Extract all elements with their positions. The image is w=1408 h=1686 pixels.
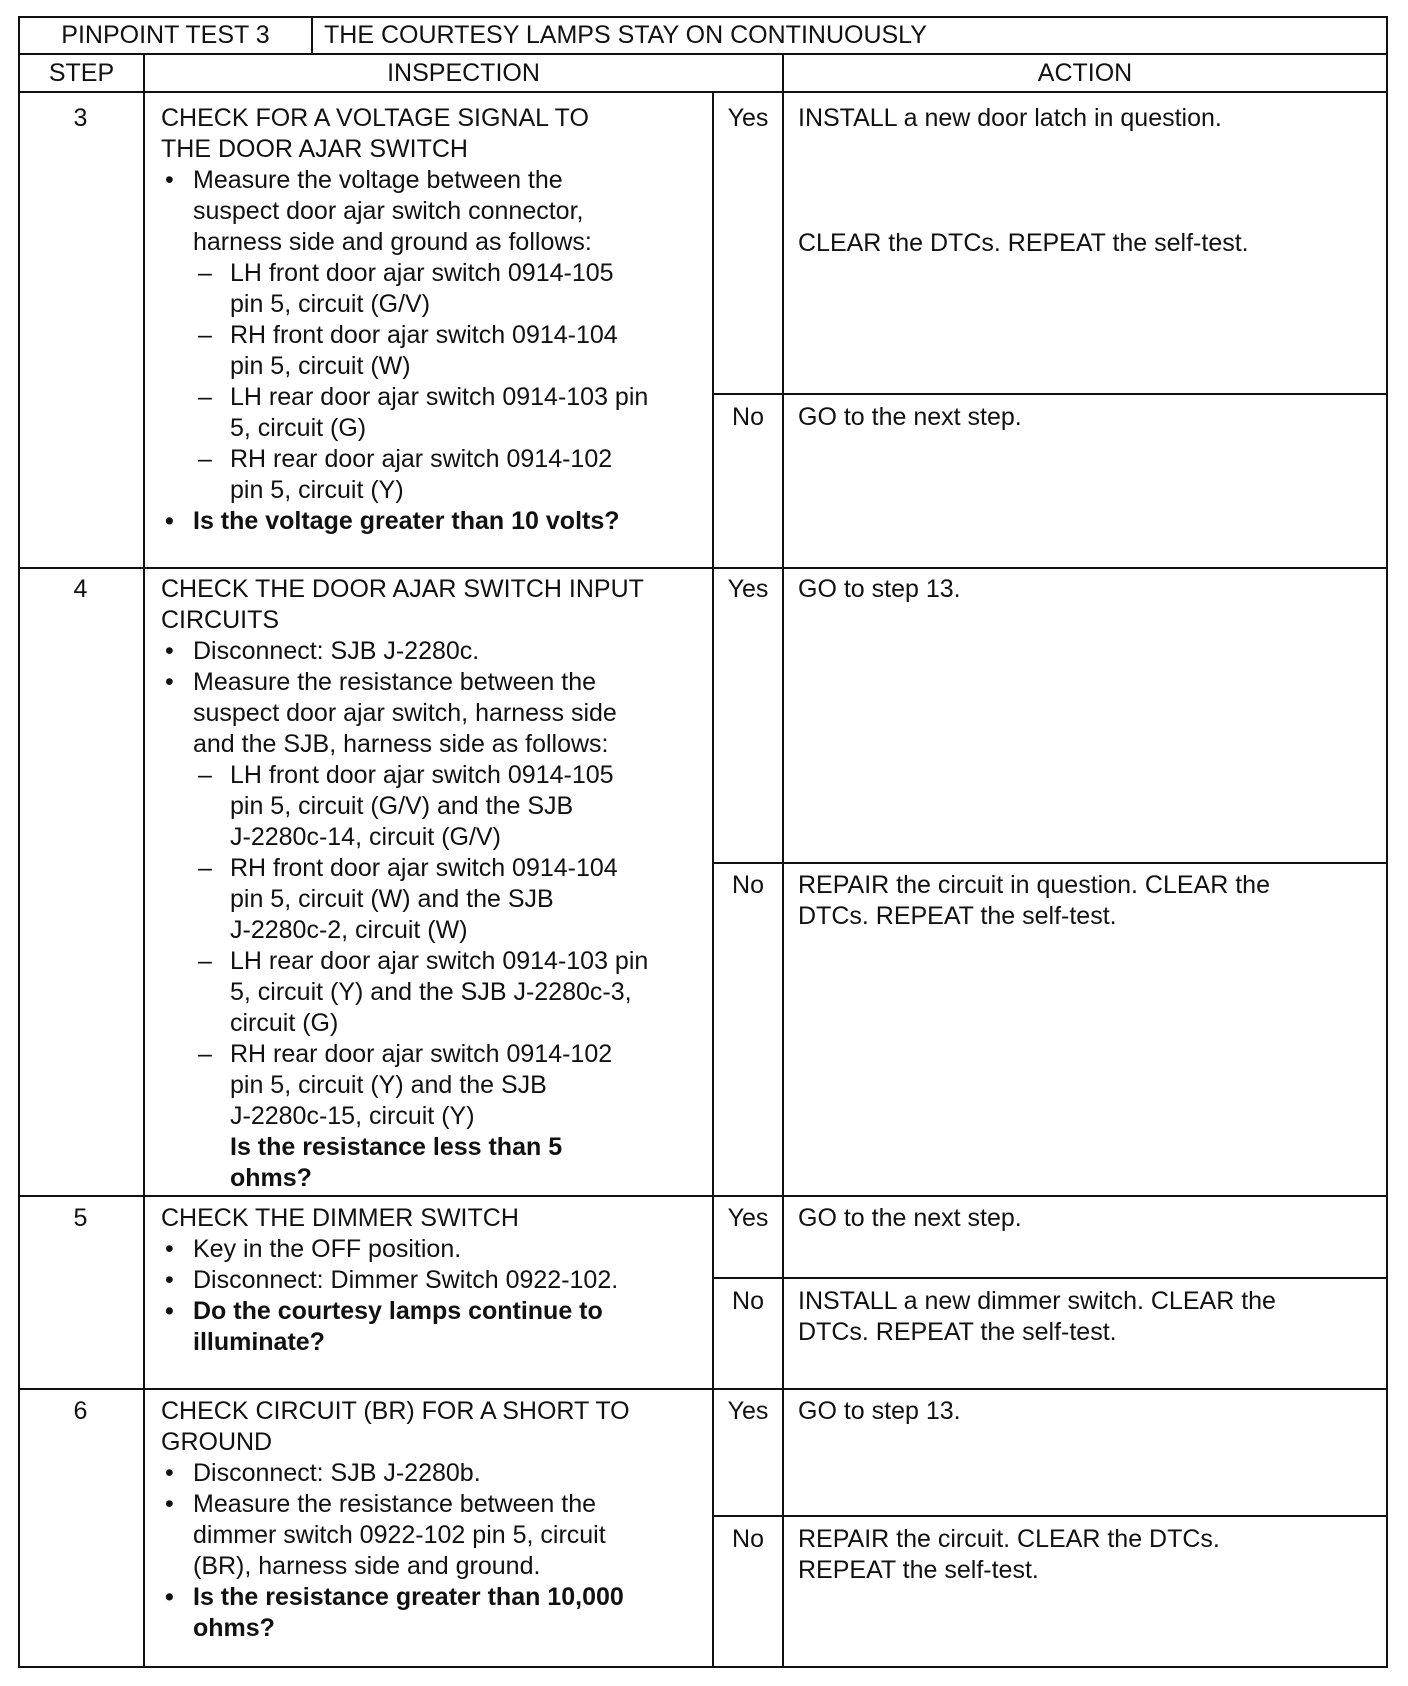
item-continuation [161, 915, 709, 946]
step-3-inspection [161, 103, 709, 537]
bullet-item [161, 1458, 709, 1489]
item-text: Measure the resistance between the [193, 1490, 597, 1518]
item-text: ohms? [230, 1164, 312, 1192]
item-continuation [161, 884, 709, 915]
item-text: illuminate? [193, 1328, 325, 1356]
step-number: 3 [73, 104, 88, 132]
dash-icon: – [198, 445, 212, 473]
item-text: LH front door ajar switch 0914-105 [230, 761, 614, 789]
step-title-line: CHECK FOR A VOLTAGE SIGNAL TO [161, 104, 589, 132]
item-text: 5, circuit (Y) and the SJB J-2280c-3, [230, 978, 632, 1006]
item-continuation [161, 698, 709, 729]
sub-item [161, 1039, 709, 1070]
item-text: suspect door ajar switch connector, [193, 197, 584, 225]
item-text: RH rear door ajar switch 0914-102 [230, 445, 613, 473]
dash-icon: – [198, 761, 212, 789]
item-continuation [161, 1613, 709, 1644]
step-number: 6 [73, 1397, 88, 1425]
item-text: pin 5, circuit (Y) [230, 476, 404, 504]
step-3-yes-action [798, 103, 1378, 134]
action-line: REPEAT the self-test. [798, 1556, 1039, 1584]
item-continuation [161, 1163, 709, 1194]
dash-icon: – [198, 947, 212, 975]
item-continuation [161, 351, 709, 382]
sub-item [161, 320, 709, 351]
step-3-yes-label: Yes [727, 104, 769, 132]
action-line: REPAIR the circuit in question. CLEAR the [798, 871, 1270, 899]
action-line: INSTALL a new dimmer switch. CLEAR the [798, 1287, 1276, 1315]
test-title: THE COURTESY LAMPS STAY ON CONTINUOUSLY [324, 21, 927, 49]
dash-icon: – [198, 1040, 212, 1068]
bullet-item [161, 1582, 709, 1613]
row-divider-4-5 [20, 1195, 1386, 1197]
item-text: dimmer switch 0922-102 pin 5, circuit [193, 1521, 606, 1549]
pinpoint-test-table [18, 16, 1388, 1668]
step-4-yes-label: Yes [727, 575, 769, 603]
action-line: DTCs. REPEAT the self-test. [798, 1318, 1117, 1346]
item-text: J-2280c-15, circuit (Y) [230, 1102, 475, 1130]
step-3-no-label: No [732, 403, 764, 431]
column-header-action: ACTION [1037, 59, 1133, 87]
step-title-line: CIRCUITS [161, 606, 280, 634]
row-divider-3-4 [20, 567, 1386, 569]
item-continuation [161, 822, 709, 853]
item-continuation [161, 1101, 709, 1132]
item-text: Disconnect: Dimmer Switch 0922-102. [193, 1266, 619, 1294]
row-divider-5-6 [20, 1388, 1386, 1390]
step-3-yes-action-followup [798, 228, 1378, 259]
action-line: GO to the next step. [798, 1204, 1022, 1232]
item-continuation [161, 475, 709, 506]
step-number: 4 [73, 575, 88, 603]
item-continuation [161, 1132, 709, 1163]
item-continuation [161, 413, 709, 444]
item-continuation [161, 289, 709, 320]
item-text: ohms? [193, 1614, 275, 1642]
item-text: LH front door ajar switch 0914-105 [230, 259, 614, 287]
step-title-line: CHECK CIRCUIT (BR) FOR A SHORT TO [161, 1397, 630, 1425]
dash-icon: – [198, 259, 212, 287]
item-text: Disconnect: SJB J-2280c. [193, 637, 480, 665]
action-line: INSTALL a new door latch in question. [798, 104, 1222, 132]
item-text: pin 5, circuit (G/V) [230, 290, 431, 318]
bullet-icon: • [165, 1297, 174, 1325]
step3-yes-no-divider [712, 393, 1386, 395]
item-continuation [161, 227, 709, 258]
step-title-line: THE DOOR AJAR SWITCH [161, 135, 468, 163]
item-continuation [161, 196, 709, 227]
action-line: GO to step 13. [798, 575, 961, 603]
step-column-divider [143, 54, 145, 1666]
bullet-item [161, 1234, 709, 1265]
bullet-item [161, 1489, 709, 1520]
step-number: 5 [73, 1204, 88, 1232]
step-6-inspection [161, 1396, 709, 1644]
item-continuation [161, 1070, 709, 1101]
item-text: Disconnect: SJB J-2280b. [193, 1459, 481, 1487]
step5-yes-no-divider [712, 1277, 1386, 1279]
step4-yes-no-divider [712, 862, 1386, 864]
item-text: pin 5, circuit (G/V) and the SJB [230, 792, 574, 820]
bullet-icon: • [165, 507, 174, 535]
bullet-item [161, 636, 709, 667]
dash-icon: – [198, 854, 212, 882]
step-4-no-label: No [732, 871, 764, 899]
item-continuation [161, 1520, 709, 1551]
title-divider [311, 18, 313, 54]
action-column-divider [782, 54, 784, 1666]
step-5-inspection [161, 1203, 709, 1358]
item-text: pin 5, circuit (Y) and the SJB [230, 1071, 547, 1099]
bullet-item [161, 1265, 709, 1296]
step-6-yes-label: Yes [727, 1397, 769, 1425]
step-6-no-label: No [732, 1525, 764, 1553]
bullet-item [161, 667, 709, 698]
step-5-yes-label: Yes [727, 1204, 769, 1232]
sub-item [161, 853, 709, 884]
bullet-icon: • [165, 1235, 174, 1263]
item-text: Is the resistance less than 5 [230, 1133, 563, 1161]
step-4-yes-action [798, 574, 1378, 605]
action-line: CLEAR the DTCs. REPEAT the self-test. [798, 229, 1249, 257]
item-text: harness side and ground as follows: [193, 228, 592, 256]
item-continuation [161, 1327, 709, 1358]
item-text: Measure the voltage between the [193, 166, 563, 194]
item-text: suspect door ajar switch, harness side [193, 699, 617, 727]
action-line: DTCs. REPEAT the self-test. [798, 902, 1117, 930]
step-title-line: CHECK THE DOOR AJAR SWITCH INPUT [161, 575, 644, 603]
item-continuation [161, 977, 709, 1008]
item-text: and the SJB, harness side as follows: [193, 730, 609, 758]
dash-icon: – [198, 383, 212, 411]
column-header-step: STEP [48, 59, 115, 87]
action-line: GO to step 13. [798, 1397, 961, 1425]
action-line: REPAIR the circuit. CLEAR the DTCs. [798, 1525, 1220, 1553]
step-4-inspection [161, 574, 709, 1194]
item-text: LH rear door ajar switch 0914-103 pin [230, 383, 649, 411]
item-continuation [161, 729, 709, 760]
item-text: RH front door ajar switch 0914-104 [230, 854, 618, 882]
item-continuation [161, 1008, 709, 1039]
item-text: RH rear door ajar switch 0914-102 [230, 1040, 613, 1068]
item-text: circuit (G) [230, 1009, 339, 1037]
bullet-icon: • [165, 1459, 174, 1487]
step6-yes-no-divider [712, 1515, 1386, 1517]
sub-item [161, 946, 709, 977]
bullet-icon: • [165, 1266, 174, 1294]
item-text: pin 5, circuit (W) [230, 352, 411, 380]
bullet-item [161, 506, 709, 537]
column-header-divider [20, 91, 1386, 93]
item-text: J-2280c-2, circuit (W) [230, 916, 468, 944]
bullet-item [161, 1296, 709, 1327]
bullet-icon: • [165, 637, 174, 665]
item-text: LH rear door ajar switch 0914-103 pin [230, 947, 649, 975]
bullet-icon: • [165, 166, 174, 194]
item-text: Key in the OFF position. [193, 1235, 462, 1263]
item-text: Is the voltage greater than 10 volts? [193, 507, 620, 535]
item-text: pin 5, circuit (W) and the SJB [230, 885, 554, 913]
bullet-icon: • [165, 1583, 174, 1611]
header-divider [20, 53, 1386, 55]
bullet-item [161, 165, 709, 196]
step-6-yes-action [798, 1396, 1378, 1427]
item-text: 5, circuit (G) [230, 414, 367, 442]
step-title-line: GROUND [161, 1428, 273, 1456]
item-continuation [161, 791, 709, 822]
step-6-no-action [798, 1524, 1378, 1586]
step-5-no-action [798, 1286, 1378, 1348]
item-text: Do the courtesy lamps continue to [193, 1297, 603, 1325]
item-text: RH front door ajar switch 0914-104 [230, 321, 618, 349]
item-text: Measure the resistance between the [193, 668, 597, 696]
bullet-icon: • [165, 1490, 174, 1518]
sub-item [161, 258, 709, 289]
step-5-no-label: No [732, 1287, 764, 1315]
column-header-inspection: INSPECTION [387, 59, 540, 87]
bullet-icon: • [165, 668, 174, 696]
action-line: GO to the next step. [798, 403, 1022, 431]
step-title-line: CHECK THE DIMMER SWITCH [161, 1204, 519, 1232]
step-4-no-action [798, 870, 1378, 932]
dash-icon: – [198, 321, 212, 349]
sub-item [161, 382, 709, 413]
item-text: (BR), harness side and ground. [193, 1552, 541, 1580]
item-text: J-2280c-14, circuit (G/V) [230, 823, 501, 851]
test-id: PINPOINT TEST 3 [61, 21, 270, 49]
sub-item [161, 760, 709, 791]
step-5-yes-action [798, 1203, 1378, 1234]
item-continuation [161, 1551, 709, 1582]
item-text: Is the resistance greater than 10,000 [193, 1583, 624, 1611]
sub-item [161, 444, 709, 475]
step-3-no-action [798, 402, 1378, 433]
